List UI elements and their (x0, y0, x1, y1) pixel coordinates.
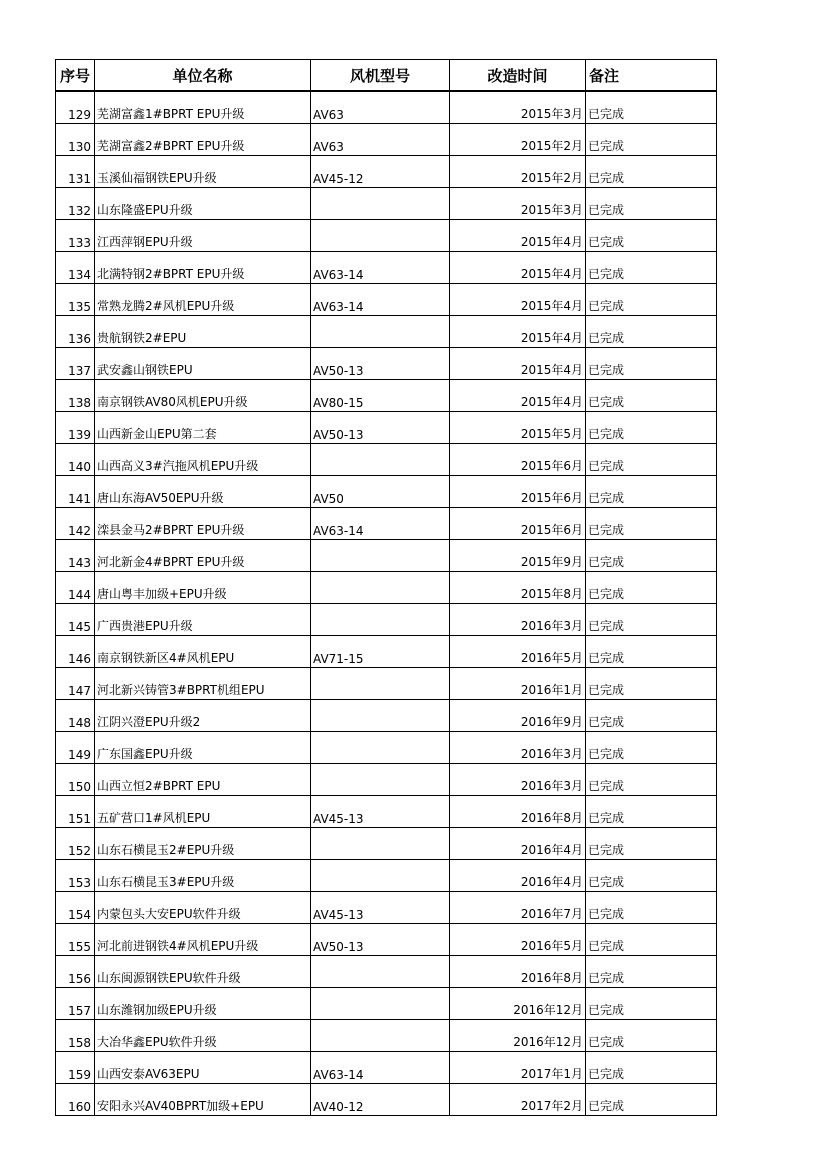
cell-date: 2017年2月 (450, 1084, 586, 1116)
cell-index: 148 (56, 700, 95, 732)
cell-unit: 山西高义3#汽拖风机EPU升级 (95, 444, 311, 476)
header-unit: 单位名称 (95, 60, 311, 92)
cell-note: 已完成 (586, 188, 717, 220)
cell-date: 2015年3月 (450, 91, 586, 124)
cell-date: 2015年4月 (450, 316, 586, 348)
cell-unit: 山东潍钢加级EPU升级 (95, 988, 311, 1020)
cell-index: 146 (56, 636, 95, 668)
table-row (56, 636, 717, 668)
cell-model (311, 188, 450, 220)
cell-note: 已完成 (586, 828, 717, 860)
cell-model: AV50 (311, 476, 450, 508)
table-row (56, 444, 717, 476)
cell-unit: 芜湖富鑫1#BPRT EPU升级 (95, 91, 311, 124)
cell-unit: 山西新金山EPU第二套 (95, 412, 311, 444)
cell-model (311, 764, 450, 796)
cell-index: 141 (56, 476, 95, 508)
cell-note: 已完成 (586, 860, 717, 892)
table-row (56, 828, 717, 860)
cell-date: 2015年2月 (450, 124, 586, 156)
table-row (56, 764, 717, 796)
cell-note: 已完成 (586, 924, 717, 956)
table-row (56, 924, 717, 956)
cell-index: 136 (56, 316, 95, 348)
cell-date: 2015年4月 (450, 284, 586, 316)
cell-index: 152 (56, 828, 95, 860)
cell-date: 2016年3月 (450, 732, 586, 764)
cell-unit: 河北新兴铸管3#BPRT机组EPU (95, 668, 311, 700)
header-index: 序号 (56, 60, 95, 92)
cell-note: 已完成 (586, 796, 717, 828)
cell-date: 2015年3月 (450, 188, 586, 220)
table-row (56, 188, 717, 220)
cell-date: 2016年4月 (450, 828, 586, 860)
cell-index: 154 (56, 892, 95, 924)
cell-date: 2015年4月 (450, 380, 586, 412)
cell-model (311, 604, 450, 636)
cell-unit: 广西贵港EPU升级 (95, 604, 311, 636)
cell-model: AV45-13 (311, 796, 450, 828)
header-row (56, 60, 717, 92)
cell-index: 132 (56, 188, 95, 220)
cell-note: 已完成 (586, 1084, 717, 1116)
cell-index: 149 (56, 732, 95, 764)
cell-date: 2016年1月 (450, 668, 586, 700)
cell-index: 145 (56, 604, 95, 636)
table-row (56, 476, 717, 508)
cell-date: 2015年8月 (450, 572, 586, 604)
cell-model: AV45-12 (311, 156, 450, 188)
cell-date: 2016年5月 (450, 924, 586, 956)
cell-unit: 山东闽源钢铁EPU软件升级 (95, 956, 311, 988)
cell-date: 2016年3月 (450, 604, 586, 636)
cell-note: 已完成 (586, 156, 717, 188)
cell-index: 143 (56, 540, 95, 572)
cell-date: 2016年7月 (450, 892, 586, 924)
cell-note: 已完成 (586, 476, 717, 508)
cell-model (311, 700, 450, 732)
header-note: 备注 (586, 60, 717, 92)
cell-unit: 唐山粤丰加级+EPU升级 (95, 572, 311, 604)
cell-model: AV40-12 (311, 1084, 450, 1116)
cell-index: 134 (56, 252, 95, 284)
cell-index: 153 (56, 860, 95, 892)
cell-unit: 山东石横昆玉2#EPU升级 (95, 828, 311, 860)
cell-model (311, 1020, 450, 1052)
cell-note: 已完成 (586, 412, 717, 444)
cell-index: 160 (56, 1084, 95, 1116)
cell-note: 已完成 (586, 508, 717, 540)
cell-model (311, 444, 450, 476)
cell-unit: 河北新金4#BPRT EPU升级 (95, 540, 311, 572)
cell-model: AV50-13 (311, 412, 450, 444)
cell-unit: 南京钢铁AV80风机EPU升级 (95, 380, 311, 412)
cell-note: 已完成 (586, 892, 717, 924)
cell-unit: 大冶华鑫EPU软件升级 (95, 1020, 311, 1052)
cell-index: 147 (56, 668, 95, 700)
cell-date: 2015年6月 (450, 476, 586, 508)
cell-index: 139 (56, 412, 95, 444)
table-row (56, 1084, 717, 1116)
cell-date: 2016年3月 (450, 764, 586, 796)
cell-date: 2015年4月 (450, 348, 586, 380)
cell-note: 已完成 (586, 284, 717, 316)
cell-note: 已完成 (586, 1020, 717, 1052)
cell-index: 159 (56, 1052, 95, 1084)
cell-model: AV50-13 (311, 924, 450, 956)
cell-unit: 安阳永兴AV40BPRT加级+EPU (95, 1084, 311, 1116)
table-row (56, 380, 717, 412)
cell-index: 144 (56, 572, 95, 604)
cell-unit: 常熟龙腾2#风机EPU升级 (95, 284, 311, 316)
table-row (56, 988, 717, 1020)
cell-date: 2016年12月 (450, 988, 586, 1020)
project-table (55, 59, 717, 1116)
cell-unit: 贵航钢铁2#EPU (95, 316, 311, 348)
cell-note: 已完成 (586, 91, 717, 124)
table-row (56, 124, 717, 156)
cell-index: 151 (56, 796, 95, 828)
cell-date: 2015年2月 (450, 156, 586, 188)
cell-unit: 北满特钢2#BPRT EPU升级 (95, 252, 311, 284)
table-row (56, 348, 717, 380)
cell-model: AV50-13 (311, 348, 450, 380)
cell-note: 已完成 (586, 540, 717, 572)
cell-date: 2015年4月 (450, 220, 586, 252)
cell-unit: 滦县金马2#BPRT EPU升级 (95, 508, 311, 540)
cell-date: 2015年6月 (450, 508, 586, 540)
cell-note: 已完成 (586, 604, 717, 636)
cell-date: 2017年1月 (450, 1052, 586, 1084)
cell-index: 130 (56, 124, 95, 156)
cell-note: 已完成 (586, 1052, 717, 1084)
cell-note: 已完成 (586, 956, 717, 988)
cell-model: AV80-15 (311, 380, 450, 412)
cell-date: 2016年8月 (450, 796, 586, 828)
table-row (56, 316, 717, 348)
cell-note: 已完成 (586, 636, 717, 668)
table-row (56, 572, 717, 604)
cell-model: AV63-14 (311, 252, 450, 284)
cell-model (311, 860, 450, 892)
cell-model: AV45-13 (311, 892, 450, 924)
cell-index: 150 (56, 764, 95, 796)
cell-model (311, 540, 450, 572)
cell-date: 2016年5月 (450, 636, 586, 668)
cell-note: 已完成 (586, 444, 717, 476)
cell-date: 2015年4月 (450, 252, 586, 284)
table-row (56, 668, 717, 700)
cell-unit: 五矿营口1#风机EPU (95, 796, 311, 828)
table-body (56, 91, 717, 1116)
cell-date: 2015年5月 (450, 412, 586, 444)
cell-unit: 内蒙包头大安EPU软件升级 (95, 892, 311, 924)
cell-index: 156 (56, 956, 95, 988)
cell-index: 138 (56, 380, 95, 412)
cell-unit: 山东石横昆玉3#EPU升级 (95, 860, 311, 892)
table-row (56, 860, 717, 892)
table-row (56, 1052, 717, 1084)
cell-unit: 武安鑫山钢铁EPU (95, 348, 311, 380)
cell-index: 135 (56, 284, 95, 316)
cell-model: AV71-15 (311, 636, 450, 668)
cell-model (311, 220, 450, 252)
cell-unit: 山西立恒2#BPRT EPU (95, 764, 311, 796)
cell-model: AV63-14 (311, 284, 450, 316)
cell-index: 158 (56, 1020, 95, 1052)
cell-unit: 玉溪仙福钢铁EPU升级 (95, 156, 311, 188)
cell-note: 已完成 (586, 252, 717, 284)
cell-model (311, 828, 450, 860)
cell-index: 133 (56, 220, 95, 252)
header-model: 风机型号 (311, 60, 450, 92)
cell-unit: 河北前进钢铁4#风机EPU升级 (95, 924, 311, 956)
cell-date: 2016年8月 (450, 956, 586, 988)
cell-model (311, 668, 450, 700)
cell-note: 已完成 (586, 572, 717, 604)
table-row (56, 91, 717, 124)
cell-unit: 广东国鑫EPU升级 (95, 732, 311, 764)
cell-unit: 山东隆盛EPU升级 (95, 188, 311, 220)
table-row (56, 956, 717, 988)
cell-note: 已完成 (586, 348, 717, 380)
cell-unit: 南京钢铁新区4#风机EPU (95, 636, 311, 668)
cell-model: AV63-14 (311, 1052, 450, 1084)
table-row (56, 412, 717, 444)
cell-unit: 山西安泰AV63EPU (95, 1052, 311, 1084)
cell-model (311, 732, 450, 764)
cell-note: 已完成 (586, 124, 717, 156)
cell-unit: 江阴兴澄EPU升级2 (95, 700, 311, 732)
cell-model: AV63 (311, 91, 450, 124)
table-row (56, 284, 717, 316)
cell-index: 129 (56, 91, 95, 124)
cell-date: 2016年9月 (450, 700, 586, 732)
table-row (56, 732, 717, 764)
cell-model (311, 956, 450, 988)
table-row (56, 892, 717, 924)
cell-model (311, 572, 450, 604)
cell-unit: 唐山东海AV50EPU升级 (95, 476, 311, 508)
cell-note: 已完成 (586, 220, 717, 252)
header-date: 改造时间 (450, 60, 586, 92)
cell-note: 已完成 (586, 668, 717, 700)
cell-date: 2016年4月 (450, 860, 586, 892)
cell-index: 155 (56, 924, 95, 956)
cell-model: AV63-14 (311, 508, 450, 540)
cell-note: 已完成 (586, 988, 717, 1020)
cell-model: AV63 (311, 124, 450, 156)
table-row (56, 252, 717, 284)
cell-index: 142 (56, 508, 95, 540)
table-row (56, 220, 717, 252)
cell-date: 2015年6月 (450, 444, 586, 476)
cell-date: 2015年9月 (450, 540, 586, 572)
cell-unit: 江西萍钢EPU升级 (95, 220, 311, 252)
cell-index: 140 (56, 444, 95, 476)
cell-date: 2016年12月 (450, 1020, 586, 1052)
cell-note: 已完成 (586, 732, 717, 764)
table-row (56, 540, 717, 572)
cell-note: 已完成 (586, 380, 717, 412)
cell-note: 已完成 (586, 764, 717, 796)
cell-index: 157 (56, 988, 95, 1020)
table-row (56, 700, 717, 732)
table-row (56, 604, 717, 636)
cell-index: 131 (56, 156, 95, 188)
cell-unit: 芜湖富鑫2#BPRT EPU升级 (95, 124, 311, 156)
cell-model (311, 316, 450, 348)
cell-note: 已完成 (586, 316, 717, 348)
table-row (56, 1020, 717, 1052)
cell-model (311, 988, 450, 1020)
table-row (56, 156, 717, 188)
table-row (56, 508, 717, 540)
cell-note: 已完成 (586, 700, 717, 732)
cell-index: 137 (56, 348, 95, 380)
table-row (56, 796, 717, 828)
